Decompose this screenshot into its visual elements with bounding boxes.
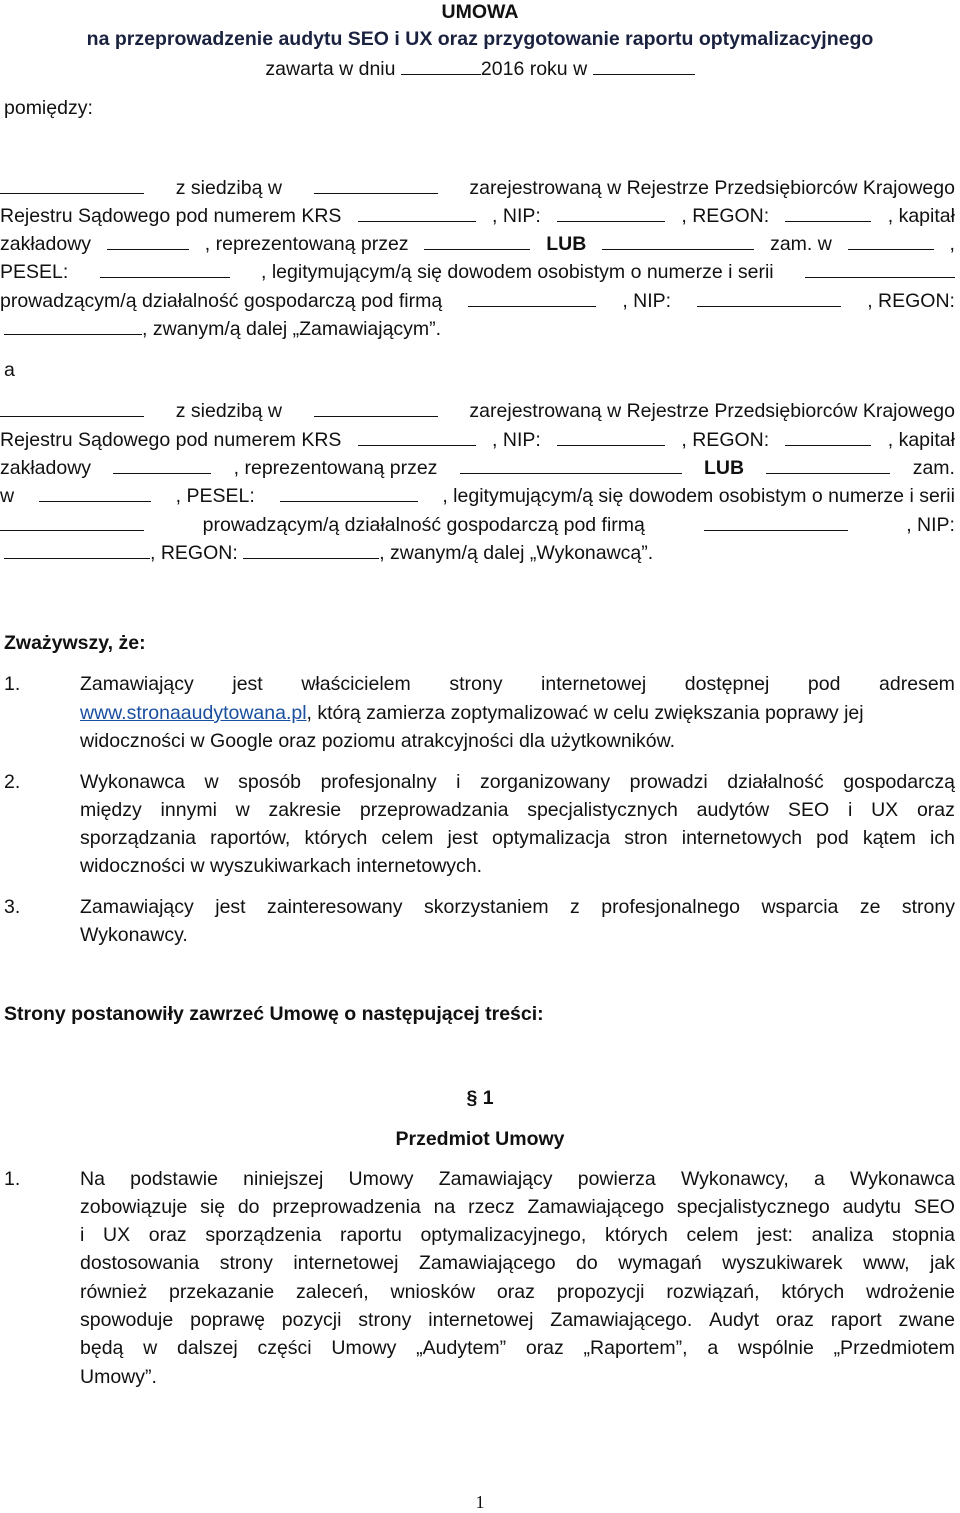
whereas-item-3-line-2: Wykonawcy. — [80, 924, 188, 946]
word: w — [143, 1337, 158, 1359]
page-number: 1 — [475, 1492, 485, 1512]
section-1-line-5 — [80, 1278, 955, 1306]
party2-line-1 — [0, 397, 955, 425]
party1-business-text: prowadzącym/ą działalność gospodarczą pod firmą — [0, 290, 443, 312]
word: skorzystaniem — [423, 896, 549, 918]
word: jak — [930, 1252, 955, 1274]
date-prefix: zawarta w dniu — [265, 58, 396, 80]
word: strony — [219, 1252, 273, 1274]
word: adresem — [879, 673, 955, 695]
word: dostosowania — [80, 1252, 200, 1274]
party2-alias-text: , zwanym/ą dalej „Wykonawcą”. — [379, 542, 654, 564]
party1-id-blank[interactable] — [805, 258, 955, 278]
word: sporządzenia — [205, 1224, 322, 1246]
word: których — [781, 1281, 845, 1303]
word: do — [237, 1196, 260, 1218]
date-blank[interactable] — [401, 55, 481, 75]
party1-capital-blank[interactable] — [107, 230, 189, 250]
document-title: UMOWA — [441, 1, 519, 23]
party1-regon-blank[interactable] — [785, 202, 871, 222]
word: optymalizacja — [492, 827, 611, 849]
party1-line-5 — [0, 287, 955, 315]
party1-pesel-blank[interactable] — [100, 258, 230, 278]
word: oraz — [496, 1281, 535, 1303]
party2-id-blank[interactable] — [0, 511, 144, 531]
party1-line-1 — [0, 174, 955, 202]
word: SEO — [913, 1196, 955, 1218]
between-label: pomiędzy: — [4, 97, 93, 119]
party2-lub-label: LUB — [704, 457, 745, 479]
section-1-line-2 — [80, 1193, 955, 1221]
party1-alias-text: , zwanym/ą dalej „Zamawiającym”. — [142, 318, 442, 340]
word: raportu — [340, 1224, 402, 1246]
word: Umowy — [331, 1337, 397, 1359]
word: z — [570, 896, 580, 918]
word: przeprowadzania — [359, 799, 509, 821]
party1-register-text: zarejestrowaną w Rejestrze Przedsiębiorców Krajowego — [469, 177, 955, 199]
party1-residence-blank[interactable] — [848, 230, 934, 250]
word: właścicielem — [301, 673, 411, 695]
party1-capital-label: , kapitał — [887, 205, 955, 227]
word: poprawę — [190, 1309, 265, 1331]
date-line — [0, 55, 960, 83]
party2-seat-label: z siedzibą w — [175, 400, 282, 422]
party2-regon2-label: , REGON: — [150, 542, 238, 564]
party1-regon-label: , REGON: — [681, 205, 770, 227]
word: się — [200, 1196, 226, 1218]
word: oraz — [775, 1309, 814, 1331]
word: wdrożenie — [866, 1281, 955, 1303]
word: internetowej — [428, 1309, 534, 1331]
party1-representative-blank[interactable] — [424, 230, 530, 250]
date-year: 2016 roku w — [480, 58, 588, 80]
word: jest — [215, 896, 246, 918]
word: dostępnej — [684, 673, 770, 695]
party2-line-4 — [0, 482, 955, 510]
word: specjalistycznego — [676, 1196, 830, 1218]
word: zobowiązuje — [80, 1196, 188, 1218]
word: UX — [103, 1224, 131, 1246]
word: UX — [871, 799, 899, 821]
word: Zamawiającego — [527, 1196, 665, 1218]
word: Na — [80, 1168, 105, 1190]
party2-line-5 — [0, 511, 955, 539]
word: gospodarczą — [843, 771, 955, 793]
party2-regon2-blank[interactable] — [243, 539, 379, 559]
word: części — [257, 1337, 312, 1359]
word: „Audytem” — [416, 1337, 507, 1359]
word: SEO — [788, 799, 830, 821]
whereas-item-1-line-1 — [80, 670, 955, 698]
word: sporządzania — [80, 827, 196, 849]
party1-pesel-label: PESEL: — [0, 261, 69, 283]
word: i — [847, 799, 853, 821]
party2-represented-label: , reprezentowaną przez — [233, 457, 438, 479]
whereas-item-3-line-1 — [80, 893, 955, 921]
section-1-line-6 — [80, 1306, 955, 1334]
word: zainteresowany — [267, 896, 403, 918]
whereas-item-2-line-1 — [80, 768, 955, 796]
section-1-item-number: 1. — [4, 1168, 21, 1190]
word: pod — [807, 673, 841, 695]
word: Umowy — [348, 1168, 414, 1190]
word: „Przedmiotem — [833, 1337, 955, 1359]
word: strony — [449, 673, 503, 695]
party2-krs-blank[interactable] — [358, 426, 476, 446]
agreed-heading: Strony postanowiły zawrzeć Umowę o następującej treści: — [4, 1003, 544, 1025]
word: celem — [381, 827, 434, 849]
word: przeprowadzenia — [272, 1196, 421, 1218]
word: wymagań — [618, 1252, 702, 1274]
word: sposób — [238, 771, 302, 793]
section-1-line-7 — [80, 1334, 955, 1362]
word: zakresie — [268, 799, 342, 821]
word: prowadzi — [629, 771, 708, 793]
party2-line-3 — [0, 454, 955, 482]
word: zwane — [898, 1309, 955, 1331]
word: raportów, — [210, 827, 291, 849]
party1-krs-blank[interactable] — [358, 202, 476, 222]
party2-nip-blank[interactable] — [557, 426, 665, 446]
whereas-item-2-line-4: widoczności w wyszukiwarkach internetowych. — [80, 855, 483, 877]
word: do — [576, 1252, 598, 1274]
party1-line-2 — [0, 202, 955, 230]
word: wspólnie — [737, 1337, 814, 1359]
word: internetowej — [541, 673, 647, 695]
word: Audyt — [709, 1309, 760, 1331]
word: kątem — [862, 827, 916, 849]
word: pod — [816, 827, 849, 849]
word: analiza — [811, 1224, 874, 1246]
party2-alt-blank[interactable] — [766, 454, 890, 474]
word: których — [604, 1224, 668, 1246]
whereas-item-1-line-3: widoczności w Google oraz poziomu atrakcyjności dla użytkowników. — [80, 730, 676, 752]
whereas-item-1-number: 1. — [4, 673, 21, 695]
word: a — [813, 1168, 825, 1190]
word: również — [80, 1281, 148, 1303]
word: w — [235, 799, 250, 821]
party2-pesel-label: , PESEL: — [175, 485, 255, 507]
word: innymi — [160, 799, 217, 821]
word: przekazanie — [169, 1281, 275, 1303]
word: profesjonalny — [320, 771, 437, 793]
party2-firm-blank[interactable] — [704, 511, 848, 531]
section-1-line-1 — [80, 1165, 955, 1193]
word: oraz — [916, 799, 955, 821]
party2-pesel-blank[interactable] — [280, 482, 418, 502]
word: ze — [859, 896, 881, 918]
word: ich — [930, 827, 955, 849]
word: zaleceń, — [296, 1281, 369, 1303]
whereas-heading: Zważywszy, że: — [4, 632, 146, 654]
word: www, — [862, 1252, 910, 1274]
party2-residence-blank[interactable] — [39, 482, 151, 502]
party1-firm-blank[interactable] — [468, 287, 596, 307]
whereas-item-1-text-2: , którą zamierza zoptymalizować w celu zwiększania poprawy jej — [306, 702, 864, 724]
section-1-title: Przedmiot Umowy — [395, 1128, 565, 1150]
word: niniejszej — [243, 1168, 324, 1190]
section-1-symbol: § 1 — [466, 1087, 494, 1109]
party2-register-text: zarejestrowaną w Rejestrze Przedsiębiorców Krajowego — [469, 400, 955, 422]
word: oraz — [148, 1224, 187, 1246]
word: których — [304, 827, 368, 849]
word: oraz — [525, 1337, 564, 1359]
word: propozycji — [556, 1281, 645, 1303]
party1-line-6 — [4, 315, 441, 343]
conjunction-a: a — [4, 359, 15, 381]
party1-nip2-label: , NIP: — [622, 290, 672, 312]
word: rzecz — [468, 1196, 515, 1218]
word: audytu — [842, 1196, 902, 1218]
word: strony — [901, 896, 955, 918]
document-subtitle: na przeprowadzenie audytu SEO i UX oraz przygotowanie raportu optymalizacyjnego — [86, 28, 874, 50]
whereas-item-3-number: 3. — [4, 896, 21, 918]
word: powierza — [577, 1168, 656, 1190]
word: internetowej — [293, 1252, 399, 1274]
party1-represented-label: , reprezentowaną przez — [204, 233, 409, 255]
party2-nip2-label: , NIP: — [906, 514, 955, 536]
word: Zamawiający — [80, 896, 194, 918]
party1-name-blank[interactable] — [0, 174, 144, 194]
party1-lub-label: LUB — [546, 233, 587, 255]
word: raport — [830, 1309, 882, 1331]
word: podstawie — [130, 1168, 218, 1190]
party1-regon2-blank[interactable] — [4, 315, 142, 335]
word: jest: — [757, 1224, 793, 1246]
party1-line-4 — [0, 258, 955, 286]
party2-id-text: , legitymującym/ą się dowodem osobistym o numerze i serii — [442, 485, 955, 507]
word: optymalizacyjnego, — [420, 1224, 587, 1246]
word: „Raportem”, — [583, 1337, 688, 1359]
word: między — [80, 799, 142, 821]
word: audytów — [696, 799, 770, 821]
word: Wykonawca — [80, 771, 185, 793]
party1-nip-blank[interactable] — [557, 202, 665, 222]
party2-regon-label: , REGON: — [681, 429, 770, 451]
party1-comma: , — [949, 233, 955, 255]
section-1-line-3 — [80, 1221, 955, 1249]
party2-residence-label: zam. — [912, 457, 955, 479]
party1-nip-label: , NIP: — [492, 205, 541, 227]
word: wniosków — [390, 1281, 476, 1303]
section-1-line-4 — [80, 1249, 955, 1277]
party2-line-6 — [4, 539, 653, 567]
party1-seat-label: z siedzibą w — [175, 177, 282, 199]
word: i — [80, 1224, 85, 1246]
word: i — [456, 771, 461, 793]
party2-regon-blank[interactable] — [785, 426, 871, 446]
party2-in-label: w — [0, 485, 15, 507]
word: jest — [447, 827, 478, 849]
word: w — [204, 771, 219, 793]
place-blank[interactable] — [593, 55, 695, 75]
whereas-item-2-line-2 — [80, 796, 955, 824]
whereas-item-2-number: 2. — [4, 771, 21, 793]
word: jest — [232, 673, 263, 695]
word: zorganizowany — [480, 771, 611, 793]
party2-name-blank[interactable] — [0, 397, 144, 417]
word: pozycji — [281, 1309, 342, 1331]
word: Zamawiający — [80, 673, 194, 695]
word: profesjonalnego — [601, 896, 740, 918]
party2-representative-blank[interactable] — [460, 454, 682, 474]
word: internetowych — [681, 827, 803, 849]
party2-business-text: prowadzącym/ą działalność gospodarczą pod firmą — [202, 514, 645, 536]
party1-krs-label: Rejestru Sądowego pod numerem KRS — [0, 205, 342, 227]
whereas-item-1-text-1 — [80, 670, 955, 698]
word: Zamawiającego. — [550, 1309, 693, 1331]
party2-capital-label: , kapitał — [887, 429, 955, 451]
word: Zamawiającego — [418, 1252, 556, 1274]
word: na — [433, 1196, 456, 1218]
word: strony — [358, 1309, 412, 1331]
party1-alt-blank[interactable] — [602, 230, 754, 250]
word: spowoduje — [80, 1309, 174, 1331]
party1-line-3 — [0, 230, 955, 258]
party1-seat-blank[interactable] — [314, 174, 438, 194]
section-1-line-8: Umowy”. — [80, 1366, 157, 1388]
whereas-item-2-line-3 — [80, 824, 955, 852]
party1-id-text: , legitymującym/ą się dowodem osobistym o numerze i serii — [261, 261, 774, 283]
word: specjalistycznych — [527, 799, 678, 821]
word: będą — [80, 1337, 124, 1359]
word: stopnia — [892, 1224, 955, 1246]
party1-regon2-label: , REGON: — [867, 290, 955, 312]
website-link[interactable]: www.stronaaudytowana.pl — [80, 702, 307, 724]
whereas-item-1-line-2 — [80, 699, 955, 727]
party1-nip2-blank[interactable] — [697, 287, 841, 307]
word: działalność — [727, 771, 824, 793]
word: a — [707, 1337, 719, 1359]
word: wyszukiwarek — [722, 1252, 843, 1274]
word: rozwiązań, — [666, 1281, 760, 1303]
word: Wykonawca — [850, 1168, 955, 1190]
party2-krs-label: Rejestru Sądowego pod numerem KRS — [0, 429, 342, 451]
party1-residence-label: zam. w — [770, 233, 832, 255]
party1-capital-word: zakładowy — [0, 233, 92, 255]
party2-seat-blank[interactable] — [314, 397, 438, 417]
party2-capital-blank[interactable] — [113, 454, 211, 474]
party2-line-2 — [0, 426, 955, 454]
word: Wykonawcy, — [680, 1168, 789, 1190]
word: Zamawiający — [438, 1168, 553, 1190]
party2-capital-word: zakładowy — [0, 457, 92, 479]
word: celem — [686, 1224, 739, 1246]
party2-nip2-blank[interactable] — [4, 539, 150, 559]
word: stron — [624, 827, 668, 849]
word: wsparcia — [761, 896, 839, 918]
word: dalszej — [176, 1337, 238, 1359]
party2-nip-label: , NIP: — [492, 429, 541, 451]
